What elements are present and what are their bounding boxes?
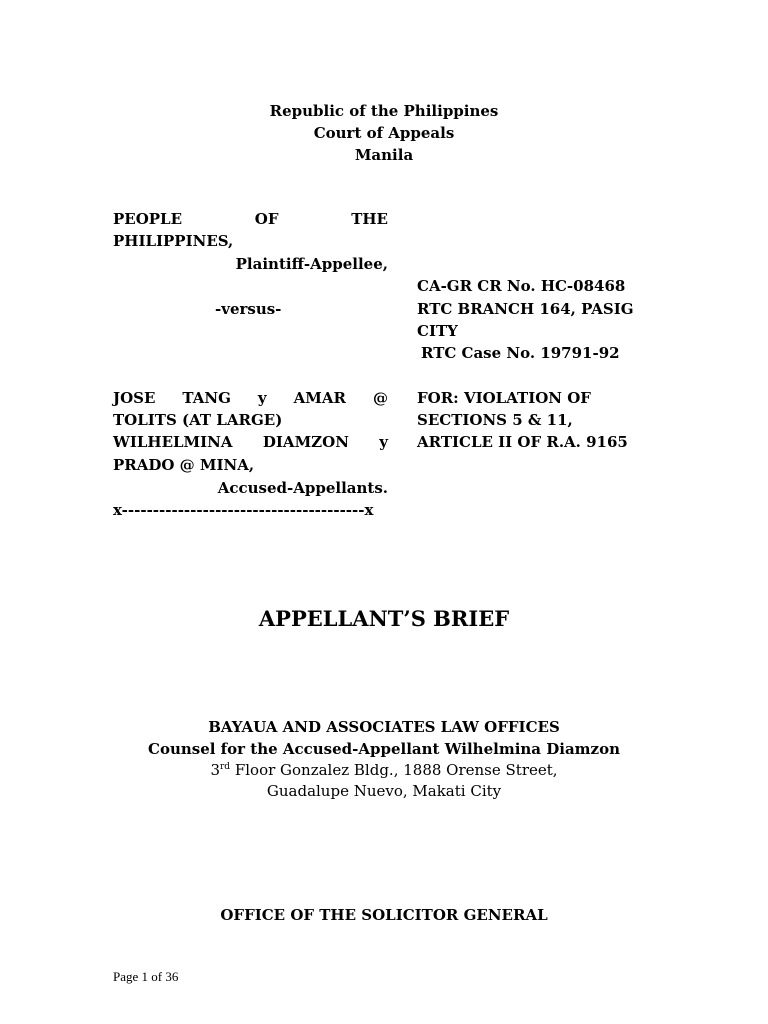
osg-label: OFFICE OF THE SOLICITOR GENERAL (220, 906, 548, 924)
caption-separator: x---------------------------------------x (113, 501, 374, 519)
counsel-block (0, 716, 768, 802)
counsel-role: Counsel for the Accused-Appellant Wilhelmina Diamzon (148, 740, 620, 758)
accused-line-4: PRADO @ MINA, (113, 456, 255, 474)
plaintiff-role: Plaintiff-Appellee, (235, 255, 388, 273)
accused-line-3: WILHELMINA DIAMZON y (113, 433, 388, 451)
accused-role: Accused-Appellants. (217, 479, 388, 497)
case-number: CA-GR CR No. HC-08468 (417, 277, 626, 295)
header-republic: Republic of the Philippines (269, 102, 499, 120)
plaintiff-line-1: PEOPLE OF THE (113, 210, 388, 228)
address-line-2: Guadalupe Nuevo, Makati City (266, 782, 502, 800)
plaintiff-line-2: PHILIPPINES, (113, 232, 234, 250)
rtc-case-number: RTC Case No. 19791-92 (421, 344, 620, 362)
accused-line-1: JOSE TANG y AMAR @ (113, 389, 388, 407)
rtc-city: CITY (417, 322, 458, 340)
charge-line-2: SECTIONS 5 & 11, (417, 411, 573, 429)
court-header (0, 100, 768, 166)
document-title: APPELLANT’S BRIEF (258, 606, 510, 631)
law-firm-name: BAYAUA AND ASSOCIATES LAW OFFICES (208, 718, 560, 736)
rtc-branch: RTC BRANCH 164, PASIG (417, 300, 634, 318)
accused-line-2: TOLITS (AT LARGE) (113, 411, 283, 429)
versus-label: -versus- (215, 300, 282, 318)
charge-line-1: FOR: VIOLATION OF (417, 389, 591, 407)
address-line-1: 3rd Floor Gonzalez Bldg., 1888 Orense Street, (210, 761, 558, 779)
header-city: Manila (354, 146, 414, 164)
page-number: Page 1 of 36 (113, 969, 179, 984)
header-court: Court of Appeals (313, 124, 455, 142)
charge-line-3: ARTICLE II OF R.A. 9165 (417, 433, 628, 451)
